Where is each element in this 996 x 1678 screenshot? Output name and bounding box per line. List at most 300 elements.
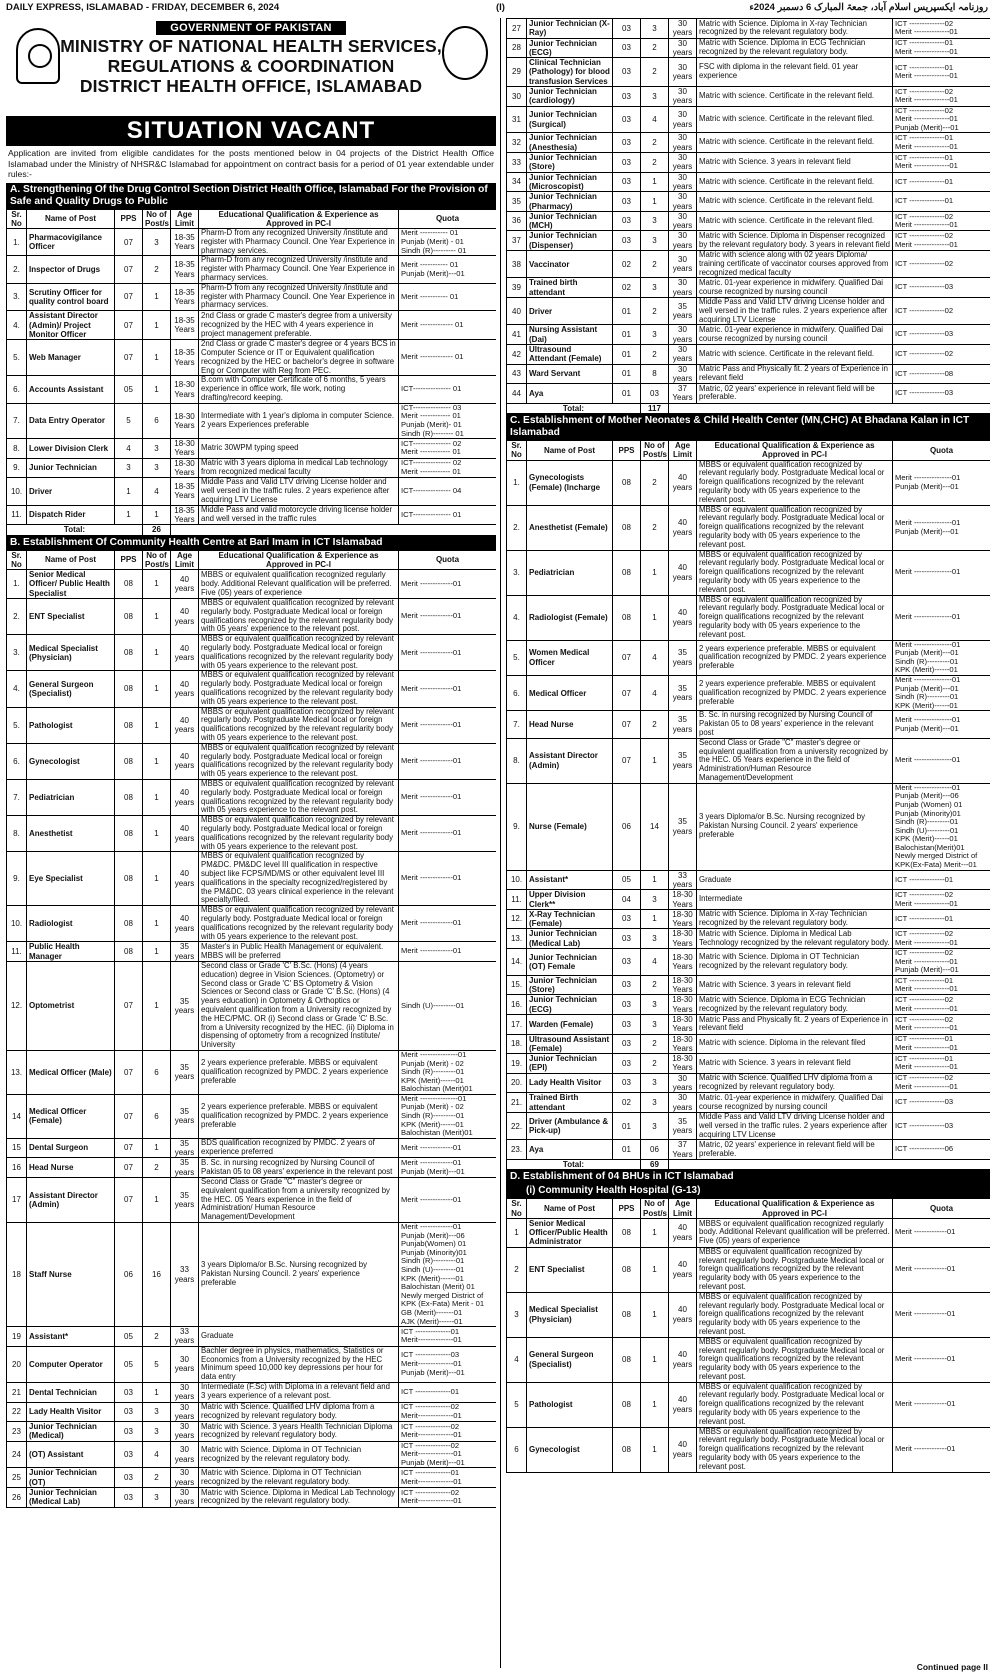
table-row bbox=[507, 87, 991, 107]
cell-pps: 03 bbox=[613, 153, 641, 173]
cell-quota: ICT --------------02 Merit--------------01 bbox=[399, 1402, 497, 1422]
cell-quota: Merit -------------01 bbox=[893, 1337, 991, 1382]
cell-quota: ICT --------------02 Merit --------------01 bbox=[893, 1015, 991, 1035]
cell-pps: 03 bbox=[613, 192, 641, 212]
cell-num: 2 bbox=[143, 256, 171, 283]
cell-name: (OT) Assistant bbox=[27, 1441, 115, 1468]
cell-pps: 08 bbox=[613, 1382, 641, 1427]
cell-sr: 6 bbox=[507, 1427, 527, 1472]
cell-num: 3 bbox=[641, 325, 669, 345]
table-row bbox=[7, 635, 497, 671]
cell-name: Junior Technician (Store) bbox=[527, 975, 613, 995]
cell-name: Junior Technician bbox=[27, 458, 115, 478]
cell-name: Junior Technician (Medical) bbox=[27, 1422, 115, 1442]
cell-edu: Matric with science. Certificate in the relevant field. bbox=[697, 172, 893, 192]
cell-quota: ICT --------------01 Merit --------------01 bbox=[893, 58, 991, 87]
cell-num: 1 bbox=[641, 1382, 669, 1427]
section-heading: C. Establishment of Mother Neonates & Child Health Center (MN,CHC) At Bhadana Kalan in ICT Islamabad bbox=[506, 414, 990, 440]
cell-edu: MBBS or equivalent qualification recognized by relevant regularly body. Postgraduate Medical local or foreign qualifications recognized by the relevant regularity body with 05 years experience to the relevant post. bbox=[199, 671, 399, 707]
masthead-urdu: روزنامہ ایکسپریس اسلام آباد، جمعۃ المبارک 6 دسمبر 2024ء bbox=[749, 2, 988, 13]
cell-sr: 15 bbox=[7, 1138, 27, 1158]
column-header-name: Name of Post bbox=[27, 550, 115, 570]
cell-pps: 05 bbox=[115, 1346, 143, 1382]
table-row bbox=[507, 1337, 991, 1382]
cell-pps: 08 bbox=[613, 550, 641, 595]
cell-num: 16 bbox=[143, 1223, 171, 1327]
cell-quota: ICT --------------03 bbox=[893, 384, 991, 404]
table-row bbox=[507, 1427, 991, 1472]
cell-name: Junior Technician (OT) bbox=[27, 1468, 115, 1488]
table-row bbox=[507, 192, 991, 212]
cell-name: Warden (Female) bbox=[527, 1015, 613, 1035]
cell-name: Trained Birth attendant bbox=[527, 1093, 613, 1113]
cell-name: Junior Technician (Surgical) bbox=[527, 106, 613, 133]
cell-name: Lady Health Visitor bbox=[527, 1073, 613, 1093]
cell-age: 30 years bbox=[171, 1422, 199, 1442]
cell-sr: 8. bbox=[7, 816, 27, 852]
cell-num: 1 bbox=[143, 961, 171, 1050]
table-row bbox=[7, 340, 497, 376]
cell-quota: ICT --------------03 Merit--------------01 Punjab (Merit)---01 bbox=[399, 1346, 497, 1382]
cell-quota: Merit -------------01 bbox=[893, 1382, 991, 1427]
cell-age: 40 years bbox=[669, 505, 697, 550]
cell-sr: 24 bbox=[7, 1441, 27, 1468]
table-row bbox=[507, 1015, 991, 1035]
cell-quota: ICT --------------02 bbox=[893, 251, 991, 278]
cell-pps: 08 bbox=[115, 780, 143, 816]
cell-num: 1 bbox=[143, 283, 171, 310]
cell-age: 18-30 Years bbox=[669, 1015, 697, 1035]
cell-num: 1 bbox=[143, 570, 171, 599]
cell-num: 2 bbox=[641, 298, 669, 325]
cell-pps: 03 bbox=[613, 1073, 641, 1093]
cell-age: 18-35 Years bbox=[171, 229, 199, 256]
table-row bbox=[507, 995, 991, 1015]
cell-quota: Merit ---------------01 bbox=[893, 738, 991, 783]
cell-pps: 08 bbox=[115, 671, 143, 707]
column-header-quota: Quota bbox=[399, 550, 497, 570]
cell-name: Clinical Technician (Pathology) for blood transfusion Services bbox=[527, 58, 613, 87]
cell-name: Aya bbox=[527, 1140, 613, 1160]
cell-num: 6 bbox=[143, 1050, 171, 1094]
cell-edu: Middle Pass and valid motorcycle driving license holder and well versed in the traffic rules bbox=[199, 505, 399, 525]
cell-name: Junior Technician (Anesthesia) bbox=[527, 133, 613, 153]
cell-sr: 12. bbox=[7, 961, 27, 1050]
cell-name: Junior Technician (Dispenser) bbox=[527, 231, 613, 251]
cell-edu: MBBS or equivalent qualification recognized by relevant regularly body. Postgraduate Medical local or foreign qualifications recognized by the relevant regularity body with 05 years experience to the relevant post. bbox=[697, 595, 893, 640]
cell-age: 35 years bbox=[171, 1050, 199, 1094]
column-header-num: No of Post/s bbox=[641, 1199, 669, 1219]
cell-sr: 12. bbox=[507, 909, 527, 929]
cell-name: Anesthetist (Female) bbox=[527, 505, 613, 550]
table-row bbox=[7, 283, 497, 310]
cell-sr: 39 bbox=[507, 278, 527, 298]
cell-num: 1 bbox=[641, 1427, 669, 1472]
cell-quota: ICT --------------02 Merit--------------01 Punjab (Merit)---01 bbox=[399, 1441, 497, 1468]
cell-sr: 14 bbox=[7, 1094, 27, 1138]
cell-num: 2 bbox=[143, 1158, 171, 1178]
cell-pps: 08 bbox=[613, 460, 641, 505]
section-b bbox=[6, 536, 496, 1508]
cell-edu: Matric Pass and Physically fit. 2 years of Experience in relevant field bbox=[697, 364, 893, 384]
table-row bbox=[7, 1158, 497, 1178]
cell-quota: ICT --------------06 bbox=[893, 1140, 991, 1160]
cell-sr: 3. bbox=[7, 635, 27, 671]
cell-age: 40 years bbox=[171, 570, 199, 599]
cell-edu: 3 years Diploma/or B.Sc. Nursing recognized by Pakistan Nursing Council. 2 years' experience preferable bbox=[697, 783, 893, 870]
cell-quota: Merit -------------01 bbox=[893, 1218, 991, 1247]
cell-edu: Matric with Science. 3 years Health Technician Diploma recognized by relevant regulatory body. bbox=[199, 1422, 399, 1442]
cell-name: Medical Officer (Female) bbox=[27, 1094, 115, 1138]
cell-sr: 32 bbox=[507, 133, 527, 153]
table-row bbox=[507, 783, 991, 870]
cell-age: 35 years bbox=[171, 942, 199, 962]
cell-sr: 1. bbox=[7, 570, 27, 599]
table-row bbox=[7, 1050, 497, 1094]
cell-pps: 08 bbox=[613, 1292, 641, 1337]
cell-num: 1 bbox=[143, 852, 171, 906]
cell-quota: ICT --------------02 bbox=[893, 298, 991, 325]
cell-num: 3 bbox=[143, 458, 171, 478]
cell-pps: 04 bbox=[613, 890, 641, 910]
cell-name: Junior Technician (MCH) bbox=[527, 211, 613, 231]
cell-name: Women Medical Officer bbox=[527, 640, 613, 675]
cell-age: 30 years bbox=[669, 106, 697, 133]
cell-age: 40 years bbox=[171, 743, 199, 779]
posts-table bbox=[6, 550, 496, 1508]
cell-age: 18-30 Years bbox=[171, 403, 199, 438]
cell-num: 1 bbox=[143, 340, 171, 376]
table-row bbox=[507, 251, 991, 278]
masthead-left: DAILY EXPRESS, ISLAMABAD - FRIDAY, DECEMBER 6, 2024 bbox=[6, 2, 280, 13]
cell-name: Pediatrician bbox=[27, 780, 115, 816]
cell-pps: 07 bbox=[115, 1158, 143, 1178]
cell-num: 8 bbox=[641, 364, 669, 384]
cell-quota: Merit ---------------01 Punjab (Merit)---01 Sindh (R)---------01 KPK (Merit)------01 bbox=[893, 640, 991, 675]
cell-quota: ICT--------------- 02 Merit ------------ 01 bbox=[399, 439, 497, 459]
cell-num: 3 bbox=[641, 890, 669, 910]
cell-name: Junior Technician (cardiology) bbox=[527, 87, 613, 107]
cell-num: 1 bbox=[143, 376, 171, 403]
cell-edu: Matric with Science. Diploma in Medical Lab Technology recognized by the relevant regulatory body. bbox=[199, 1488, 399, 1508]
cell-edu: Matric, 02 years' experience in relevant field will be preferable. bbox=[697, 1140, 893, 1160]
cell-sr: 28 bbox=[507, 38, 527, 58]
cell-quota: ICT --------------03 bbox=[893, 1112, 991, 1139]
cell-sr: 38 bbox=[507, 251, 527, 278]
cell-name: Optometrist bbox=[27, 961, 115, 1050]
cell-pps: 08 bbox=[613, 595, 641, 640]
cell-name: Medical Specialist (Physician) bbox=[27, 635, 115, 671]
cell-sr: 34 bbox=[507, 172, 527, 192]
cell-num: 6 bbox=[143, 403, 171, 438]
cell-edu: Master's in Public Health Management or equivalent. MBBS will be preferred bbox=[199, 942, 399, 962]
cell-edu: Matric with science. Certificate in the relevant field. bbox=[697, 344, 893, 364]
column-header-age: Age Limit bbox=[669, 441, 697, 461]
table-row bbox=[507, 172, 991, 192]
cell-pps: 03 bbox=[115, 1422, 143, 1442]
cell-age: 30 years bbox=[669, 172, 697, 192]
cell-num: 1 bbox=[641, 172, 669, 192]
column-header-pps: PPS bbox=[115, 209, 143, 229]
cell-sr: 4. bbox=[507, 595, 527, 640]
cell-edu: Intermediate (F.Sc) with Diploma in a relevant field and 3 years experience of a relevant post. bbox=[199, 1382, 399, 1402]
cell-edu: Matric with science. Certificate in the relevant filed. bbox=[697, 211, 893, 231]
cell-name: Assistant Director (Admin) bbox=[527, 738, 613, 783]
cell-name: Ward Servant bbox=[527, 364, 613, 384]
cell-sr: 5. bbox=[507, 640, 527, 675]
cell-quota: ICT --------------01 Merit --------------01 bbox=[893, 975, 991, 995]
cell-sr: 2. bbox=[507, 505, 527, 550]
cell-quota: ICT --------------02 Merit--------------01 bbox=[399, 1422, 497, 1442]
cell-name: Dispatch Rider bbox=[27, 505, 115, 525]
total-row bbox=[7, 525, 497, 535]
cell-edu: Matric with Science. Qualified LHV diploma from a recognized by relevant regulatory body. bbox=[199, 1402, 399, 1422]
column-header-edu: Educational Qualification & Experience as Approved in PC-I bbox=[199, 209, 399, 229]
cell-num: 5 bbox=[143, 1346, 171, 1382]
cell-sr: 9. bbox=[507, 783, 527, 870]
table-row bbox=[507, 1382, 991, 1427]
table-row bbox=[507, 344, 991, 364]
cell-sr: 13. bbox=[7, 1050, 27, 1094]
cell-age: 18-35 Years bbox=[171, 256, 199, 283]
cell-num: 2 bbox=[641, 1054, 669, 1074]
cell-age: 35 years bbox=[171, 961, 199, 1050]
cell-quota: ICT --------------03 bbox=[893, 325, 991, 345]
cell-sr: 14. bbox=[507, 949, 527, 976]
cell-name: Upper Division Clerk** bbox=[527, 890, 613, 910]
cell-num: 3 bbox=[143, 1422, 171, 1442]
cell-edu: Matric Pass and Physically fit. 2 years of Experience in relevant field bbox=[697, 1015, 893, 1035]
cell-num: 1 bbox=[143, 942, 171, 962]
table-row bbox=[507, 211, 991, 231]
cell-pps: 07 bbox=[115, 283, 143, 310]
total-blank bbox=[171, 525, 497, 535]
cell-pps: 03 bbox=[115, 1382, 143, 1402]
cell-edu: BDS qualification recognized by PMDC. 2 years of experience preferred bbox=[199, 1138, 399, 1158]
cell-name: Anesthetist bbox=[27, 816, 115, 852]
cell-edu: Matric with Science. Diploma in OT Technician recognized by the relevant regulatory body. bbox=[199, 1468, 399, 1488]
cell-quota: ICT --------------01 bbox=[893, 870, 991, 890]
cell-age: 18-30 Years bbox=[171, 458, 199, 478]
cell-edu: Pharm-D from any recognized University /institute and register with Pharmacy Council. One Year Experience in pharmacy services. bbox=[199, 283, 399, 310]
cell-pps: 03 bbox=[613, 172, 641, 192]
cell-age: 30 years bbox=[171, 1346, 199, 1382]
cell-quota: Merit ---------------01 Punjab (Merit)---01 Sindh (R)---------01 KPK (Merit)------01 bbox=[893, 675, 991, 710]
table-header-row bbox=[507, 1199, 991, 1219]
cell-num: 4 bbox=[143, 1441, 171, 1468]
cell-quota: Merit ----------- 01 Punjab (Merit)---01 bbox=[399, 256, 497, 283]
cell-age: 18-35 Years bbox=[171, 311, 199, 340]
cell-name: Gynecologist bbox=[27, 743, 115, 779]
cell-age: 40 years bbox=[171, 780, 199, 816]
cell-edu: Matric. 01-year experience in midwifery. Qualified Dai course recognized by nursing council bbox=[697, 1093, 893, 1113]
cell-num: 2 bbox=[641, 975, 669, 995]
table-row bbox=[7, 1402, 497, 1422]
cell-name: Staff Nurse bbox=[27, 1223, 115, 1327]
table-row bbox=[7, 1422, 497, 1442]
cell-quota: ICT --------------01 Merit --------------01 bbox=[893, 38, 991, 58]
cell-name: Gynecologist bbox=[527, 1427, 613, 1472]
cell-sr: 13. bbox=[507, 929, 527, 949]
cell-edu: 2 years experience preferable. MBBS or equivalent qualification recognized by PMDC. 2 years experience preferable bbox=[697, 675, 893, 710]
cell-age: 35 years bbox=[171, 1178, 199, 1223]
cell-quota: Merit -------------01 bbox=[399, 906, 497, 942]
cell-quota: ICT--------------- 01 bbox=[399, 505, 497, 525]
cell-name: Gynecologists (Female) (Incharge bbox=[527, 460, 613, 505]
cell-pps: 07 bbox=[115, 1138, 143, 1158]
posts-table bbox=[506, 440, 990, 1170]
cell-num: 1 bbox=[641, 192, 669, 212]
section-heading: A. Strengthening Of the Drug Control Section District Health Office, Islamabad For the Provision of Safe and Quality Drugs to Public bbox=[6, 183, 496, 209]
cell-quota: Merit -------------01 bbox=[399, 635, 497, 671]
table-row bbox=[7, 505, 497, 525]
cell-name: Assistant Director (Admin) bbox=[27, 1178, 115, 1223]
cell-quota: Merit ---------------01 Punjab (Merit)---01 bbox=[893, 460, 991, 505]
cell-sr: 3. bbox=[507, 550, 527, 595]
cell-pps: 02 bbox=[613, 251, 641, 278]
cell-pps: 03 bbox=[613, 909, 641, 929]
table-row bbox=[7, 478, 497, 505]
table-row bbox=[7, 311, 497, 340]
cell-pps: 01 bbox=[613, 364, 641, 384]
cell-sr: 6. bbox=[7, 743, 27, 779]
cell-num: 1 bbox=[143, 743, 171, 779]
table-row bbox=[507, 738, 991, 783]
cell-pps: 4 bbox=[115, 439, 143, 459]
cell-age: 30 years bbox=[669, 87, 697, 107]
cell-num: 4 bbox=[641, 675, 669, 710]
cell-quota: Merit -------------01 bbox=[893, 1247, 991, 1292]
cell-edu: 2 years experience preferable. MBBS or equivalent qualification recognized by PMDC. 2 years experience preferable bbox=[199, 1050, 399, 1094]
table-row bbox=[507, 1054, 991, 1074]
cell-num: 2 bbox=[641, 58, 669, 87]
government-label: GOVERNMENT OF PAKISTAN bbox=[156, 21, 345, 35]
cell-num: 2 bbox=[641, 711, 669, 738]
cell-num: 1 bbox=[143, 1382, 171, 1402]
cell-pps: 07 bbox=[613, 640, 641, 675]
ministry-line-3: DISTRICT HEALTH OFFICE, ISLAMABAD bbox=[79, 76, 423, 96]
cell-age: 30 years bbox=[171, 1468, 199, 1488]
cell-name: Driver bbox=[527, 298, 613, 325]
table-row bbox=[507, 929, 991, 949]
cell-quota: Merit -------------01 bbox=[399, 816, 497, 852]
cell-sr: 37 bbox=[507, 231, 527, 251]
cell-num: 2 bbox=[641, 460, 669, 505]
cell-sr: 21 bbox=[7, 1382, 27, 1402]
table-row bbox=[507, 909, 991, 929]
left-column bbox=[6, 18, 496, 1666]
cell-edu: Second Class or Grade "C" master's degree or equivalent qualification from a university recognized by the HEC. 05 Years experience in the field of Administration/Human Resource Management/Development bbox=[697, 738, 893, 783]
intro-paragraph: Application are invited from eligible candidates for the posts mentioned below in 04 projects of the District Health Office Islamabad under the Ministry of NHSR&C Islamabad for appointment on contract basis for a period of 01 year extendable under rules:- bbox=[8, 148, 494, 179]
table-row bbox=[507, 364, 991, 384]
cell-quota: ICT--------------- 03 Merit ------------ 01 Punjab (Merit)- 01 Sindh (R)-------- 01 bbox=[399, 403, 497, 438]
cell-sr: 35 bbox=[507, 192, 527, 212]
table-row bbox=[507, 1034, 991, 1054]
cell-pps: 03 bbox=[613, 133, 641, 153]
cell-edu: Matric with science. Certificate in the relevant field. bbox=[697, 192, 893, 212]
cell-name: Trained birth attendant bbox=[527, 278, 613, 298]
cell-edu: Matric with science. Diploma in the relevant filed bbox=[697, 1034, 893, 1054]
ad-header bbox=[6, 18, 496, 116]
cell-edu: Matric with science. Certificate in the relevant filed. bbox=[697, 106, 893, 133]
cell-quota: ICT --------------02 Merit --------------01 bbox=[893, 929, 991, 949]
cell-edu: MBBS or equivalent qualification recognized by PM&DC. PM&DC level III qualification in respective subject like FCPS/MD/MS or other equivalent level III qualifications in the specialty recognized/registered by the PM&DC. 03 years clinical experience in the relevant specialty/filed. bbox=[199, 852, 399, 906]
cell-edu: Matric. 01-year experience in midwifery. Qualified Dai course recognized by nursing council bbox=[697, 278, 893, 298]
cell-age: 18-30 Years bbox=[171, 376, 199, 403]
cell-sr: 19. bbox=[507, 1054, 527, 1074]
cell-sr: 33 bbox=[507, 153, 527, 173]
continued-note: Continued page II bbox=[916, 1662, 988, 1672]
cell-name: Inspector of Drugs bbox=[27, 256, 115, 283]
table-row bbox=[507, 298, 991, 325]
cell-edu: MBBS or equivalent qualification recognized by relevant regularly body. Postgraduate Medical local or foreign qualifications recognized by the relevant regularity body with 05 years experience to the relevant post. bbox=[199, 707, 399, 743]
table-row bbox=[7, 229, 497, 256]
cell-sr: 43 bbox=[507, 364, 527, 384]
cell-age: 30 years bbox=[669, 231, 697, 251]
cell-quota: Merit -------------01 bbox=[399, 570, 497, 599]
cell-sr: 8. bbox=[7, 439, 27, 459]
cell-quota: ICT --------------01 bbox=[893, 192, 991, 212]
cell-num: 3 bbox=[143, 229, 171, 256]
cell-pps: 08 bbox=[115, 570, 143, 599]
cell-edu: MBBS or equivalent qualification recognized by relevant regularly body. Postgraduate Medical local or foreign qualifications recognized by the relevant regularity body with 05 years' experience to the relevant post. bbox=[199, 599, 399, 635]
cell-pps: 08 bbox=[115, 707, 143, 743]
column-header-edu: Educational Qualification & Experience as Approved in PC-I bbox=[199, 550, 399, 570]
cell-age: 30 years bbox=[669, 1073, 697, 1093]
cell-edu: FSC with diploma in the relevant field. 01 year experience bbox=[697, 58, 893, 87]
cell-num: 3 bbox=[143, 1488, 171, 1508]
cell-age: 30 years bbox=[669, 58, 697, 87]
table-row bbox=[7, 376, 497, 403]
column-header-age: Age Limit bbox=[171, 209, 199, 229]
column-header-pps: PPS bbox=[613, 441, 641, 461]
cell-pps: 08 bbox=[613, 1247, 641, 1292]
total-label: Total: bbox=[507, 403, 641, 413]
total-value: 26 bbox=[143, 525, 171, 535]
cell-quota: Merit ---------------01 Punjab (Merit)---01 bbox=[893, 505, 991, 550]
table-row bbox=[507, 133, 991, 153]
total-row bbox=[507, 1159, 991, 1169]
cell-sr: 31 bbox=[507, 106, 527, 133]
cell-age: 30 years bbox=[669, 192, 697, 212]
cell-pps: 01 bbox=[613, 298, 641, 325]
cell-sr: 17 bbox=[7, 1178, 27, 1223]
cell-age: 35 years bbox=[171, 1094, 199, 1138]
cell-age: 18-30 Years bbox=[669, 909, 697, 929]
cell-quota: ICT --------------01 Merit--------------01 bbox=[399, 1327, 497, 1347]
cell-quota: ICT--------------- 01 bbox=[399, 376, 497, 403]
cell-sr: 36 bbox=[507, 211, 527, 231]
cell-age: 18-35 Years bbox=[171, 505, 199, 525]
cell-pps: 03 bbox=[613, 211, 641, 231]
cell-sr: 19 bbox=[7, 1327, 27, 1347]
total-blank bbox=[669, 1159, 991, 1169]
cell-age: 35 years bbox=[171, 1138, 199, 1158]
cell-edu: Second Class or Grade "C" master's degree or equivalent qualification from a university recognized by the HEC. 05 Years experience in the field of Administration/ Human Resource Management/Development bbox=[199, 1178, 399, 1223]
cell-sr: 10. bbox=[7, 478, 27, 505]
cell-edu: Intermediate with 1 year's diploma in computer Science. 2 years Experiences preferable bbox=[199, 403, 399, 438]
cell-age: 40 years bbox=[669, 1292, 697, 1337]
cell-pps: 07 bbox=[115, 340, 143, 376]
cell-pps: 03 bbox=[613, 19, 641, 39]
cell-num: 1 bbox=[143, 1138, 171, 1158]
column-header-quota: Quota bbox=[893, 441, 991, 461]
cell-name: ENT Specialist bbox=[527, 1247, 613, 1292]
cell-name: Junior Technician (Pharmacy) bbox=[527, 192, 613, 212]
cell-num: 3 bbox=[641, 278, 669, 298]
cell-pps: 1 bbox=[115, 505, 143, 525]
table-row bbox=[7, 671, 497, 707]
